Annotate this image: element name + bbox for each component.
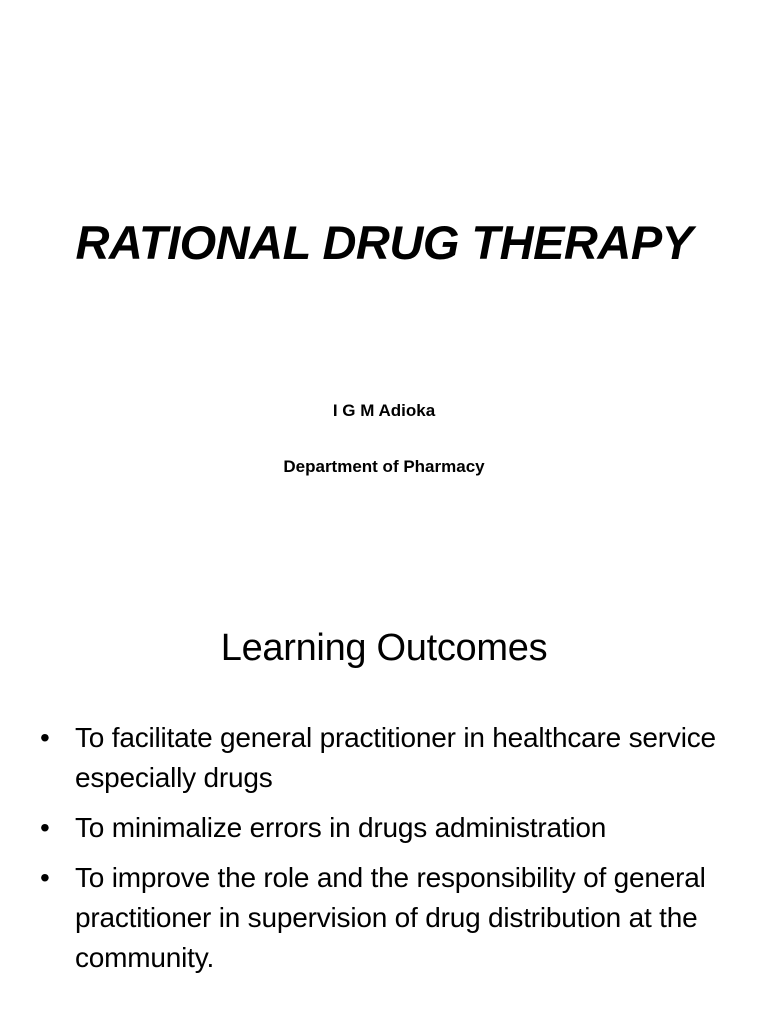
list-item	[40, 808, 740, 848]
bullet-icon: •	[40, 862, 50, 893]
department-name: Department of Pharmacy	[283, 457, 485, 476]
bullet-icon: •	[40, 722, 50, 753]
list-item-text: To minimalize errors in drugs administration	[75, 812, 607, 843]
author-name: I G M Adioka	[332, 401, 436, 420]
learning-outcomes-heading: Learning Outcomes	[220, 627, 548, 669]
list-item-text: To improve the role and the responsibility of general practitioner in supervision of drug distribution at the community.	[75, 862, 706, 973]
bullet-icon: •	[40, 812, 50, 843]
presentation-title: RATIONAL DRUG THERAPY	[75, 216, 693, 269]
list-item-text: To facilitate general practitioner in healthcare service especially drugs	[75, 722, 716, 793]
list-item	[40, 858, 740, 978]
list-item	[40, 718, 740, 798]
learning-outcomes-list	[40, 718, 740, 988]
learning-outcomes-slide	[0, 576, 768, 1024]
